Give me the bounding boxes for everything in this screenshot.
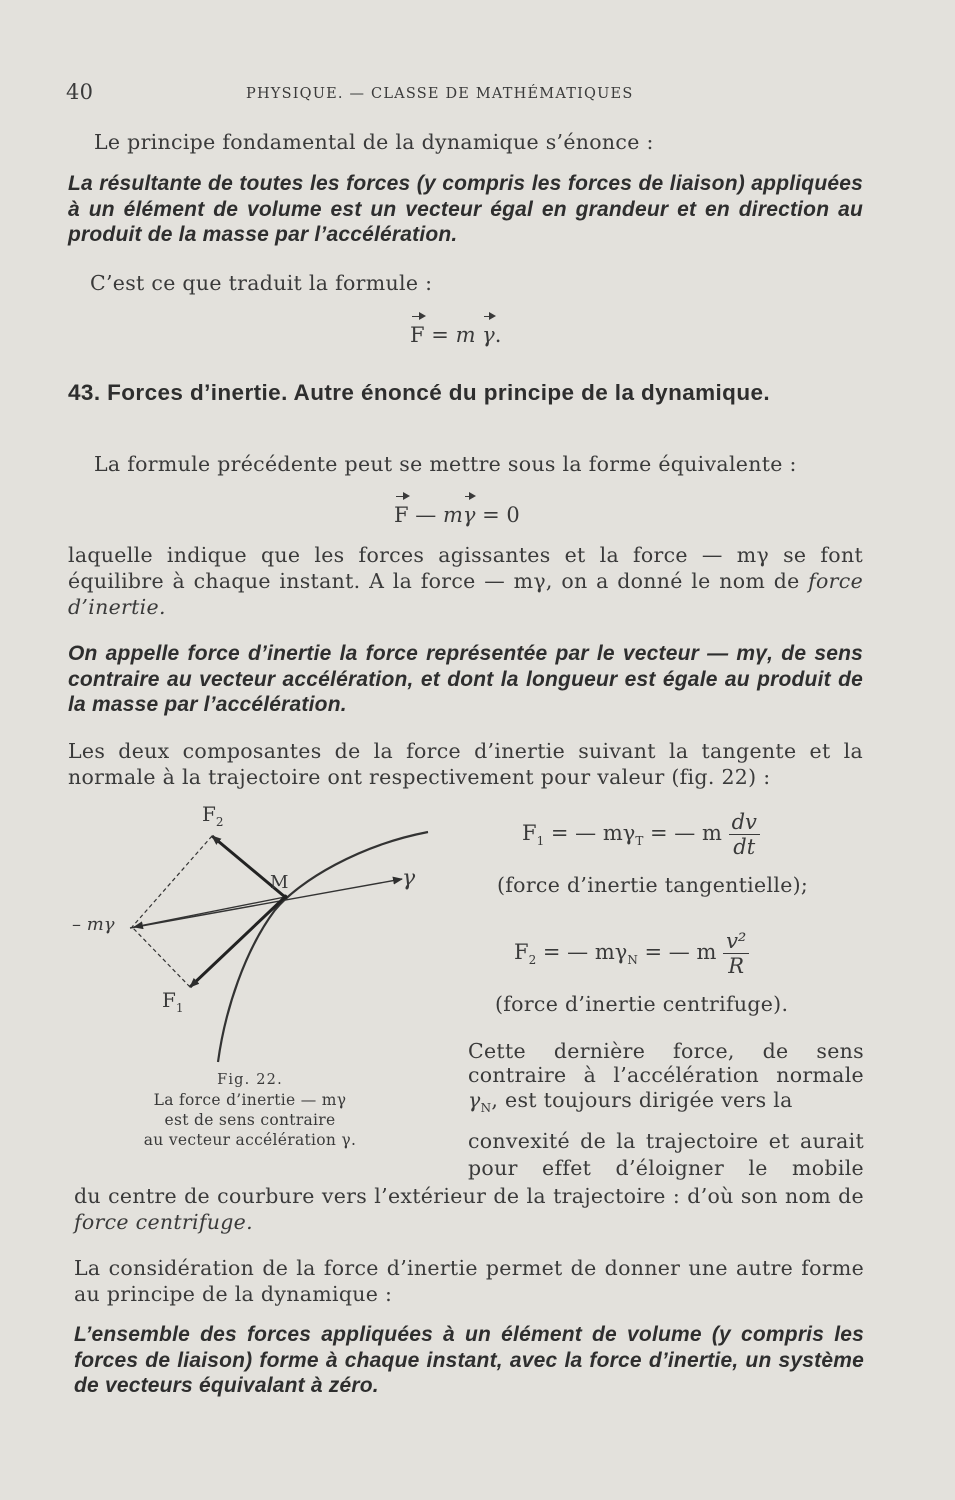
point-M (283, 895, 288, 900)
section-p1: La formule précédente peut se mettre sous la forme équivalente : (94, 452, 797, 476)
minus-sign: — (415, 503, 437, 527)
gamma-n-symbol: γ (468, 1088, 481, 1112)
mass-symbol-2: m (442, 503, 463, 527)
formula-f-eq-mgamma (410, 323, 501, 347)
label-F1 (162, 988, 184, 1015)
eq2-mid: = — mγ (542, 940, 628, 964)
gamma-n-sub: N (480, 1101, 492, 1116)
centrifugal-full (74, 1183, 864, 1235)
eq1-numerator: dv (729, 810, 760, 835)
eq2-fraction (723, 929, 749, 978)
section-heading: 43. Forces d’inertie. Autre énoncé du principe de la dynamique. (68, 380, 771, 405)
eq1-mid: = — mγ (550, 821, 636, 845)
section-p2-text: laquelle indique que les forces agissantes et la force — mγ se font équilibre à chaque instant. A la force — mγ, on a donné le nom de (68, 543, 863, 593)
closing-statement: L’ensemble des forces appliquées à un élément de volume (y compris les forces de liaison) forme à chaque instant, avec la force d’inertie, un système de vecteurs équivalant à zéro. (74, 1323, 864, 1397)
minus-mgamma-arrow (134, 897, 285, 927)
label-F1-sub: 1 (175, 1001, 184, 1015)
equals-zero: = 0 (482, 503, 520, 527)
running-title: PHYSIQUE. — CLASSE DE MATHÉMATIQUES (246, 86, 634, 102)
label-M: M (270, 872, 289, 893)
vector-gamma: γ (482, 323, 495, 347)
eq2-rhs: = — m (644, 940, 717, 964)
eq2-lhs-sub: 2 (528, 953, 537, 968)
intro-line: Le principe fondamental de la dynamique s’énonce : (94, 130, 654, 154)
caption-line-2: est de sens contraire (164, 1111, 336, 1129)
closing-paragraph: La considération de la force d’inertie permet de donner une autre forme au principe de la dynamique : (74, 1256, 864, 1306)
label-F2-sub: 2 (215, 815, 224, 829)
eq1-lhs-sub: 1 (536, 834, 545, 849)
centrifugal-line-5: pour effet d’éloigner le mobile (468, 1156, 864, 1180)
f1-arrow (190, 897, 285, 987)
label-F2 (202, 802, 224, 829)
equation-f2 (514, 929, 749, 978)
term-force-centrifuge: force centrifuge. (74, 1210, 253, 1234)
eq1-lhs: F (522, 821, 537, 845)
vector-F-2: F (394, 503, 409, 527)
caption-title: Fig. 22. (217, 1072, 283, 1088)
label-F1-letter: F (162, 988, 176, 1012)
eq2-label: (force d’inertie centrifuge). (495, 992, 789, 1016)
eq2-lhs: F (514, 940, 529, 964)
caption-line-1: La force d’inertie — mγ (153, 1091, 347, 1109)
label-minus-mgamma: – mγ (72, 914, 115, 935)
eq1-fraction (729, 810, 760, 859)
centrifugal-line-3 (468, 1088, 793, 1115)
centrifugal-line-4: convexité de la trajectoire et aurait (468, 1129, 864, 1153)
section-p2 (68, 542, 863, 620)
eq1-rhs: = — m (650, 821, 722, 845)
eq1-mid-sub: T (635, 834, 644, 849)
term-force-inertie: force d’inertie. (68, 569, 863, 619)
formula-f-minus-mgamma (394, 503, 520, 527)
eq2-denominator: R (728, 954, 745, 978)
formula-period: . (494, 323, 502, 347)
gamma-arrow (130, 879, 402, 928)
eq1-label: (force d’inertie tangentielle); (497, 873, 809, 897)
section-p3: Les deux composantes de la force d’inertie suivant la tangente et la normale à la trajectoire ont respectivement pour valeur (fig. 22) : (68, 739, 863, 789)
label-gamma: γ (402, 866, 416, 891)
vector-F: F (410, 323, 425, 347)
dashed-line-bottom (132, 927, 190, 987)
centrifugal-line-3-text: , est toujours dirigée vers la (491, 1088, 793, 1112)
equals-sign: = (431, 323, 449, 347)
label-F2-letter: F (202, 802, 216, 826)
centrifugal-line-2: contraire à l’accélération normale (468, 1063, 864, 1087)
formula-intro: C’est ce que traduit la formule : (90, 271, 433, 295)
figure-22 (60, 800, 440, 1070)
caption-line-3: au vecteur accélération γ. (143, 1131, 357, 1149)
figure-caption (80, 1070, 420, 1150)
centrifugal-line-1: Cette dernière force, de sens (468, 1039, 864, 1063)
mass-symbol: m (455, 323, 476, 347)
eq2-mid-sub: N (627, 953, 638, 968)
definition-statement: On appelle force d’inertie la force représentée par le vecteur — mγ, de sens contraire au vecteur accélération, et dont la longueur est égale au produit de la masse par l’accélération. (68, 642, 863, 716)
principle-statement: La résultante de toutes les forces (y compris les forces de liaison) appliquées à un élément de volume est un vecteur égal en grandeur et en direction au produit de la masse par l’accélération. (68, 172, 863, 246)
page-number: 40 (66, 80, 94, 104)
equation-f1 (522, 810, 760, 859)
eq2-numerator: v² (723, 929, 749, 954)
centrifugal-full-text: du centre de courbure vers l’extérieur de la trajectoire : d’où son nom de (74, 1184, 864, 1208)
eq1-denominator: dt (733, 835, 756, 859)
vector-gamma-2: γ (462, 503, 476, 527)
